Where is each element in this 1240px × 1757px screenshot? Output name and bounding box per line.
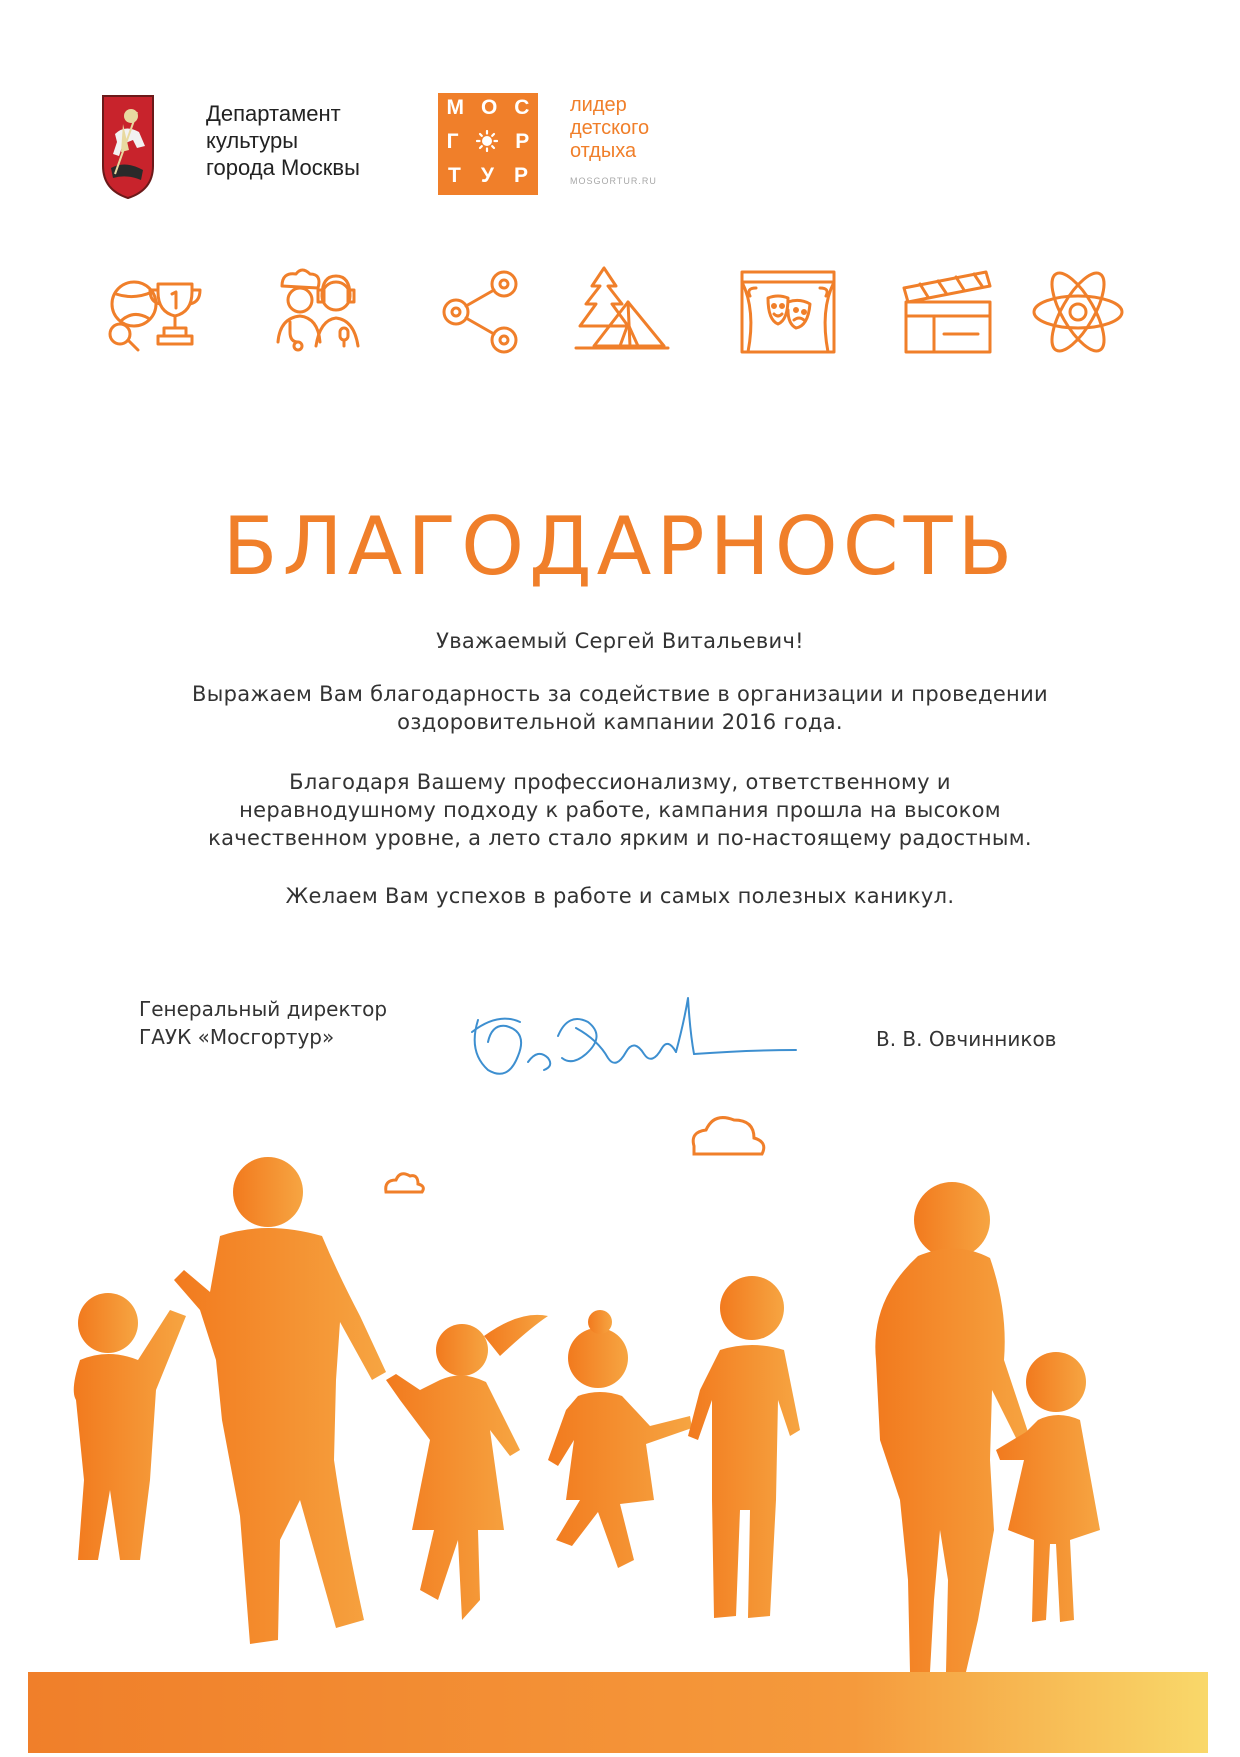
paragraph-line: неравнодушному подходу к работе, кампания прошла на высоком bbox=[239, 798, 1001, 822]
tagline bbox=[570, 94, 649, 163]
department-line: Департамент bbox=[206, 101, 341, 126]
logo-letter: М bbox=[446, 96, 464, 119]
tagline-line: детского bbox=[570, 117, 650, 139]
sports-trophy-icon bbox=[104, 262, 204, 362]
moscow-coat-of-arms-icon bbox=[101, 94, 155, 200]
page-title: БЛАГОДАРНОСТЬ bbox=[222, 500, 1018, 593]
paragraph-line: Желаем Вам успехов в работе и самых полезных каникул. bbox=[285, 884, 955, 908]
mosgortur-logo bbox=[438, 93, 538, 195]
signatory-position bbox=[139, 995, 387, 1051]
logo-letter: С bbox=[514, 96, 530, 119]
department-line: города Москвы bbox=[206, 155, 360, 180]
paragraph-line: Выражаем Вам благодарность за содействие в организации и проведении bbox=[192, 682, 1048, 706]
site-address: MOSGORTUR.RU bbox=[570, 176, 657, 186]
paragraph-line: качественном уровне, а лето стало ярким и по-настоящему радостным. bbox=[208, 826, 1032, 850]
logo-letter: Р bbox=[515, 130, 530, 153]
greeting: Уважаемый Сергей Витальевич! bbox=[436, 629, 804, 653]
paragraph bbox=[0, 680, 1240, 736]
department-line: культуры bbox=[206, 128, 299, 153]
share-network-icon bbox=[432, 262, 532, 362]
camp-tent-icon bbox=[572, 262, 672, 362]
paragraph-line: Благодаря Вашему профессионализму, ответственному и bbox=[289, 770, 951, 794]
logo-letter: Т bbox=[448, 164, 461, 187]
tagline-line: лидер bbox=[570, 94, 627, 116]
tagline-line: отдыха bbox=[570, 140, 637, 162]
cloud-icon bbox=[693, 1118, 764, 1154]
signatory-position-line: ГАУК «Мосгортур» bbox=[139, 1025, 335, 1049]
paragraph-line: оздоровительной кампании 2016 года. bbox=[397, 710, 843, 734]
logo-letter: Р bbox=[513, 164, 528, 187]
paragraph bbox=[0, 768, 1240, 852]
cloud-icon bbox=[386, 1174, 424, 1192]
sun-icon bbox=[476, 130, 498, 152]
family-silhouette-illustration bbox=[0, 1060, 1240, 1753]
paragraph bbox=[0, 882, 1240, 910]
signatory-name: В. В. Овчинников bbox=[876, 1027, 1057, 1051]
logo-letter: О bbox=[480, 96, 498, 119]
professions-icon bbox=[268, 262, 368, 362]
atom-icon bbox=[1028, 262, 1128, 362]
signatory-position-line: Генеральный директор bbox=[139, 997, 388, 1021]
logo-letter: Г bbox=[446, 130, 459, 153]
logo-letter: У bbox=[480, 164, 494, 187]
clapperboard-icon bbox=[898, 262, 998, 362]
department-name bbox=[206, 100, 360, 181]
theatre-masks-icon bbox=[738, 262, 838, 362]
